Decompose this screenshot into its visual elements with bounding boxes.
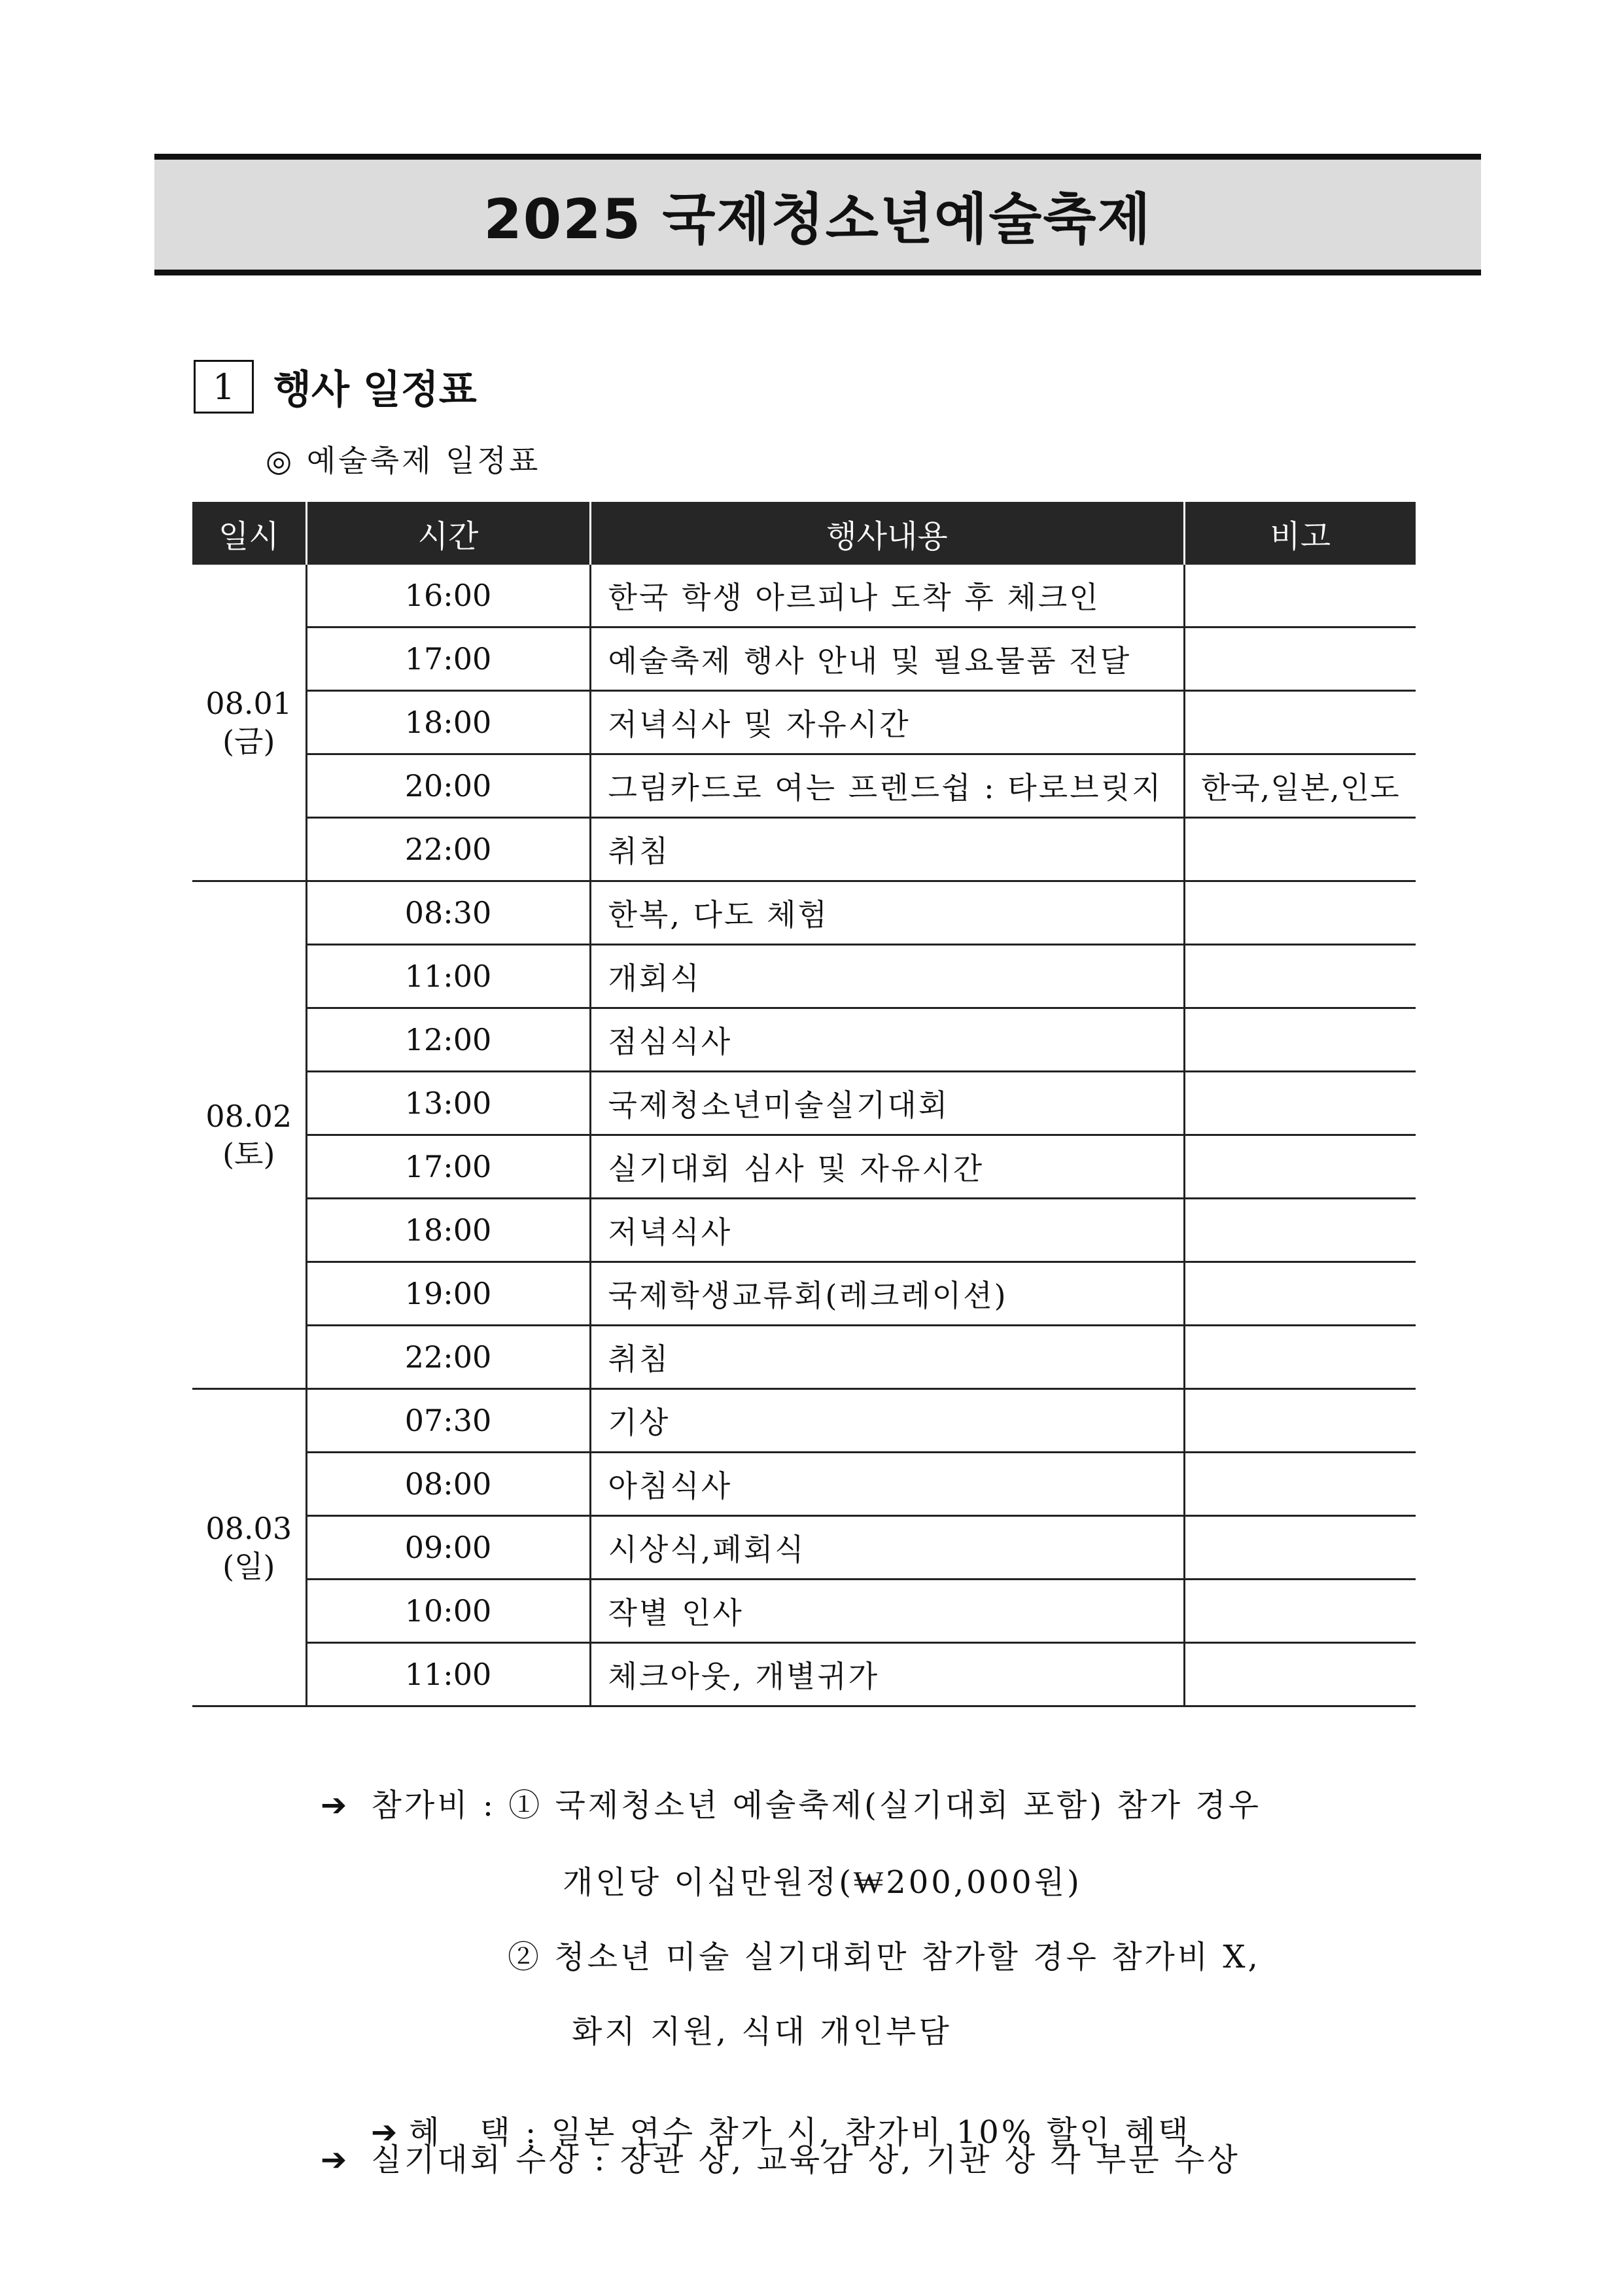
note-cell: 한국,일본,인도 (1184, 754, 1416, 818)
content-cell: 취침 (590, 818, 1184, 881)
award-text: 실기대회 수상 : 장관 상, 교육감 상, 기관 상 각 부문 수상 (371, 2142, 1240, 2178)
table-row (192, 627, 1416, 691)
time-cell: 22:00 (306, 818, 590, 881)
weekday-value: (일) (222, 1549, 275, 1584)
table-row (192, 1389, 1416, 1453)
schedule-table (192, 502, 1416, 1707)
table-row (192, 881, 1416, 945)
table-row (192, 1262, 1416, 1326)
time-cell: 22:00 (306, 1326, 590, 1389)
date-value: 08.01 (205, 686, 292, 721)
table-row (192, 754, 1416, 818)
time-cell: 20:00 (306, 754, 590, 818)
content-cell: 점심식사 (590, 1008, 1184, 1072)
fee-line-1 (321, 1780, 1261, 1825)
fee-line-2: 개인당 이십만원정(₩200,000원) (563, 1864, 1082, 1901)
content-cell: 기상 (590, 1389, 1184, 1453)
fee-line-3: ② 청소년 미술 실기대회만 참가할 경우 참가비 X, (508, 1939, 1261, 1975)
content-cell: 실기대회 심사 및 자유시간 (590, 1135, 1184, 1199)
content-cell: 한국 학생 아르피나 도착 후 체크인 (590, 565, 1184, 627)
table-row (192, 1453, 1416, 1516)
header-date: 일시 (192, 502, 306, 565)
content-cell: 그림카드로 여는 프렌드쉽 : 타로브릿지 (590, 754, 1184, 818)
date-cell (192, 881, 306, 1389)
header-time: 시간 (306, 502, 590, 565)
content-cell: 작별 인사 (590, 1580, 1184, 1643)
time-cell: 12:00 (306, 1008, 590, 1072)
table-row (192, 945, 1416, 1008)
content-cell: 예술축제 행사 안내 및 필요물품 전달 (590, 627, 1184, 691)
weekday-value: (토) (222, 1136, 275, 1172)
header-note: 비고 (1184, 502, 1416, 565)
time-cell: 11:00 (306, 1643, 590, 1706)
time-cell: 16:00 (306, 565, 590, 627)
content-cell: 국제학생교류회(레크레이션) (590, 1262, 1184, 1326)
content-cell: 저녁식사 및 자유시간 (590, 691, 1184, 754)
section-number-box: 1 (194, 360, 254, 414)
note-cell (1184, 881, 1416, 945)
table-row (192, 565, 1416, 627)
time-cell: 10:00 (306, 1580, 590, 1643)
time-cell: 18:00 (306, 691, 590, 754)
time-cell: 09:00 (306, 1516, 590, 1580)
weekday-value: (금) (222, 724, 275, 759)
content-cell: 아침식사 (590, 1453, 1184, 1516)
note-cell (1184, 945, 1416, 1008)
table-row (192, 1072, 1416, 1135)
time-cell: 19:00 (306, 1262, 590, 1326)
note-cell (1184, 1135, 1416, 1199)
benefit-line (321, 2070, 1191, 2189)
table-row (192, 1580, 1416, 1643)
content-cell: 시상식,폐회식 (590, 1516, 1184, 1580)
note-cell (1184, 1072, 1416, 1135)
note-cell (1184, 1453, 1416, 1516)
time-cell: 08:00 (306, 1453, 590, 1516)
content-cell: 저녁식사 (590, 1199, 1184, 1262)
table-header-row (192, 502, 1416, 565)
content-cell: 취침 (590, 1326, 1184, 1389)
section-title: 행사 일정표 (273, 367, 477, 413)
header-content: 행사내용 (590, 502, 1184, 565)
arrow-icon: ➔ (321, 1787, 350, 1824)
time-cell: 18:00 (306, 1199, 590, 1262)
time-cell: 17:00 (306, 1135, 590, 1199)
note-cell (1184, 818, 1416, 881)
fee-option-1: ① 국제청소년 예술축제(실기대회 포함) 참가 경우 (508, 1787, 1262, 1824)
note-cell (1184, 1580, 1416, 1643)
document-title-banner (154, 154, 1481, 275)
table-row (192, 818, 1416, 881)
date-cell (192, 565, 306, 881)
table-row (192, 1326, 1416, 1389)
content-cell: 한복, 다도 체험 (590, 881, 1184, 945)
time-cell: 11:00 (306, 945, 590, 1008)
time-cell: 07:30 (306, 1389, 590, 1453)
benefit-text: 혜 택 : 일본 연수 참가 시, 참가비 10% 할인 혜택 (409, 2114, 1191, 2151)
table-row (192, 1008, 1416, 1072)
time-cell: 08:30 (306, 881, 590, 945)
table-row (192, 1643, 1416, 1706)
time-cell: 17:00 (306, 627, 590, 691)
fee-line-4: 화지 지원, 식대 개인부담 (572, 2013, 952, 2050)
document-title: 2025 국제청소년예술축제 (483, 186, 1152, 251)
note-cell (1184, 1262, 1416, 1326)
table-row (192, 1516, 1416, 1580)
note-cell (1184, 1389, 1416, 1453)
table-row (192, 1135, 1416, 1199)
time-cell: 13:00 (306, 1072, 590, 1135)
content-cell: 국제청소년미술실기대회 (590, 1072, 1184, 1135)
note-cell (1184, 691, 1416, 754)
note-cell (1184, 1199, 1416, 1262)
note-cell (1184, 1516, 1416, 1580)
arrow-icon: ➔ (371, 2114, 400, 2151)
content-cell: 체크아웃, 개별귀가 (590, 1643, 1184, 1706)
note-cell (1184, 565, 1416, 627)
fee-label: 참가비 : (371, 1787, 497, 1824)
note-cell (1184, 1326, 1416, 1389)
note-cell (1184, 1008, 1416, 1072)
note-cell (1184, 1643, 1416, 1706)
table-row (192, 691, 1416, 754)
arrow-icon: ➔ (321, 2142, 350, 2178)
award-line (321, 2134, 1240, 2180)
schedule-subheading: ◎ 예술축제 일정표 (266, 443, 541, 478)
date-cell (192, 1389, 306, 1706)
content-cell: 개회식 (590, 945, 1184, 1008)
date-value: 08.02 (205, 1098, 292, 1134)
table-row (192, 1199, 1416, 1262)
section-heading (194, 359, 477, 415)
note-cell (1184, 627, 1416, 691)
date-value: 08.03 (205, 1511, 292, 1546)
